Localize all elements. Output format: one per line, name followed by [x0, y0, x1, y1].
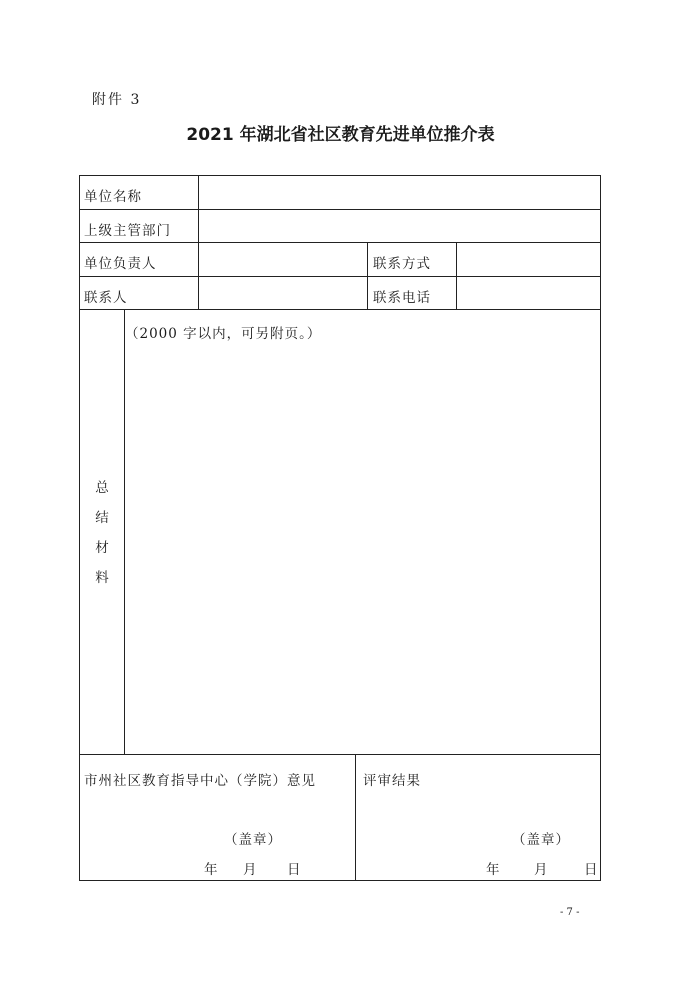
summary-label-char: 料: [95, 570, 109, 586]
unit-head-label: 单位负责人: [84, 256, 157, 272]
date-day: 日: [584, 862, 599, 878]
date-year: 年: [204, 862, 219, 878]
summary-hint: （2000 字以内，可另附页。）: [125, 326, 322, 342]
summary-label-char: 材: [95, 540, 109, 556]
contact-phone-label: 联系电话: [373, 290, 431, 306]
summary-label-char: 结: [95, 510, 109, 526]
date-year: 年: [486, 862, 501, 878]
column-divider: [367, 242, 368, 309]
superior-dept-label: 上级主管部门: [84, 223, 171, 239]
summary-label-char: 总: [95, 480, 109, 496]
contact-method-label: 联系方式: [373, 256, 431, 272]
unit-head-field[interactable]: [199, 243, 366, 276]
city-opinion-label: 市州社区教育指导中心（学院）意见: [84, 773, 316, 789]
unit-name-field[interactable]: [199, 176, 599, 209]
contact-person-label: 联系人: [84, 290, 128, 306]
contact-phone-field[interactable]: [457, 277, 599, 309]
summary-label: [92, 473, 112, 593]
contact-method-field[interactable]: [457, 243, 599, 276]
page-title: 2021 年湖北省社区教育先进单位推介表: [186, 125, 495, 145]
unit-name-label: 单位名称: [84, 189, 142, 205]
superior-dept-field[interactable]: [199, 210, 599, 242]
page-number: - 7 -: [560, 907, 580, 918]
recommendation-form: [79, 175, 601, 881]
review-result-area[interactable]: [356, 755, 600, 880]
date-month: 月: [243, 862, 258, 878]
review-result-label: 评审结果: [363, 773, 421, 789]
attachment-label: 附件 3: [92, 92, 142, 108]
date-month: 月: [534, 862, 549, 878]
city-opinion-area[interactable]: [80, 755, 355, 880]
seal-text: （盖章）: [512, 832, 570, 848]
seal-text: （盖章）: [224, 832, 282, 848]
date-day: 日: [287, 862, 302, 878]
contact-person-field[interactable]: [199, 277, 366, 309]
summary-text-area[interactable]: [125, 310, 599, 754]
